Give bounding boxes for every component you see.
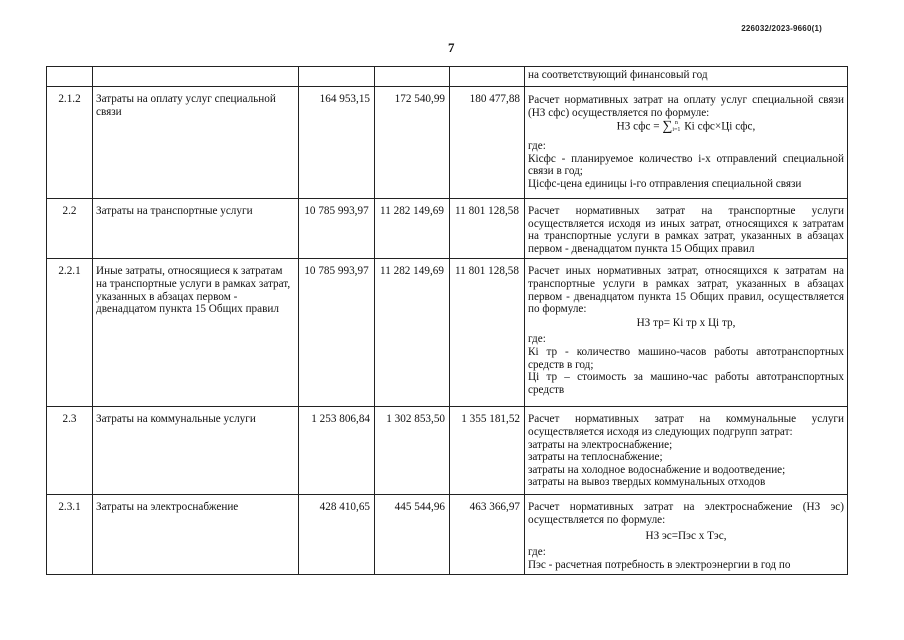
where-label: где: [528,140,546,153]
value-cell: 11 801 128,58 [450,259,525,407]
name-cell: Затраты на электроснабжение [93,495,299,575]
formula-right: Кi сфс×Цi сфс, [684,120,756,133]
where-label: где: [528,546,546,559]
formula [528,120,844,134]
formula-left: НЗ сфс = [616,120,660,133]
name-cell: Иные затраты, относящиеся к затратам на транспортные услуги в рамках затрат, указанных в абзацах первом - двенадцатом пункта 15 Общих правил [93,259,299,407]
value-cell: 164 953,15 [299,87,375,199]
value-cell: 428 410,65 [299,495,375,575]
value-cell: 445 544,96 [375,495,450,575]
value-cell [375,67,450,87]
sum-upper: n [674,120,678,127]
description-cell [525,407,848,495]
table-row-2-2 [47,199,848,259]
code-cell [47,67,93,87]
description-intro: Расчет нормативных затрат на коммунальные услуги осуществляется исходя из следующих подгрупп затрат: [528,413,844,438]
value-cell [450,67,525,87]
value-cell: 10 785 993,97 [299,259,375,407]
description-cell [525,259,848,407]
sum-symbol-icon: ∑ [662,118,673,134]
value-cell: 1 355 181,52 [450,407,525,495]
list-item: затраты на холодное водоснабжение и водоотведение; [528,463,786,476]
description-cell: Расчет нормативных затрат на транспортные услуги осуществляется исходя из иных затрат, относящихся к затратам на транспортные услуги в рамках затрат, указанных в абзацах первом - двенадцатом пункта 15 Общих правил [525,199,848,259]
value-cell: 463 366,97 [450,495,525,575]
definition: Цi тр – стоимость за машино-час работы автотранспортных средств [528,371,844,396]
code-cell: 2.3.1 [47,495,93,575]
definition: Кiсфс - планируемое количество i-х отправлений специальной связи в год; [528,152,844,178]
sum-lower: i=1 [672,127,681,134]
definition: Пэс - расчетная потребность в электроэнергии в год по [528,558,791,571]
table-row-continuation [47,67,848,87]
cost-norms-table [46,66,848,575]
table-row-2-3 [47,407,848,495]
value-cell: 172 540,99 [375,87,450,199]
name-cell: Затраты на коммунальные услуги [93,407,299,495]
value-cell: 11 801 128,58 [450,199,525,259]
definition: Кi тр - количество машино-часов работы автотранспортных средств в год; [528,345,844,371]
description-cell: на соответствующий финансовый год [525,67,848,87]
value-cell: 11 282 149,69 [375,199,450,259]
formula: НЗ тр= Кi тр x Цi тр, [636,316,736,329]
code-cell: 2.1.2 [47,87,93,199]
list-item: затраты на электроснабжение; [528,438,673,451]
description-intro: Расчет иных нормативных затрат, относящихся к затратам на транспортные услуги в рамках затрат, указанных в абзацах первом - двенадцатом пункта 15 Общих правил, осуществляется по формуле: [528,265,844,316]
table-row-2-1-2 [47,87,848,199]
code-cell: 2.3 [47,407,93,495]
page-number: 7 [448,40,455,55]
description-cell [525,87,848,199]
description-cell [525,495,848,575]
value-cell: 1 253 806,84 [299,407,375,495]
description-intro: Расчет нормативных затрат на оплату услуг специальной связи (НЗ сфс) осуществляется по формуле: [528,94,844,119]
code-cell: 2.2.1 [47,259,93,407]
value-cell: 10 785 993,97 [299,199,375,259]
list-item: затраты на вывоз твердых коммунальных отходов [528,476,766,489]
value-cell: 11 282 149,69 [375,259,450,407]
table-row-2-3-1 [47,495,848,575]
formula: НЗ эс=Пэс х Тэс, [645,529,727,542]
document-id: 226032/2023-9660(1) [741,24,822,33]
value-cell: 180 477,88 [450,87,525,199]
where-label: где: [528,333,546,346]
value-cell: 1 302 853,50 [375,407,450,495]
list-item: затраты на теплоснабжение; [528,451,663,464]
sum-limits [672,120,680,134]
description-intro: Расчет нормативных затрат на электроснабжение (НЗ эс) осуществляется по формуле: [528,501,844,526]
table-row-2-2-1 [47,259,848,407]
name-cell: Затраты на транспортные услуги [93,199,299,259]
value-cell [299,67,375,87]
name-cell: Затраты на оплату услуг специальной связи [93,87,299,199]
definition: Цiсфс-цена единицы i-го отправления специальной связи [528,177,802,190]
code-cell: 2.2 [47,199,93,259]
name-cell [93,67,299,87]
